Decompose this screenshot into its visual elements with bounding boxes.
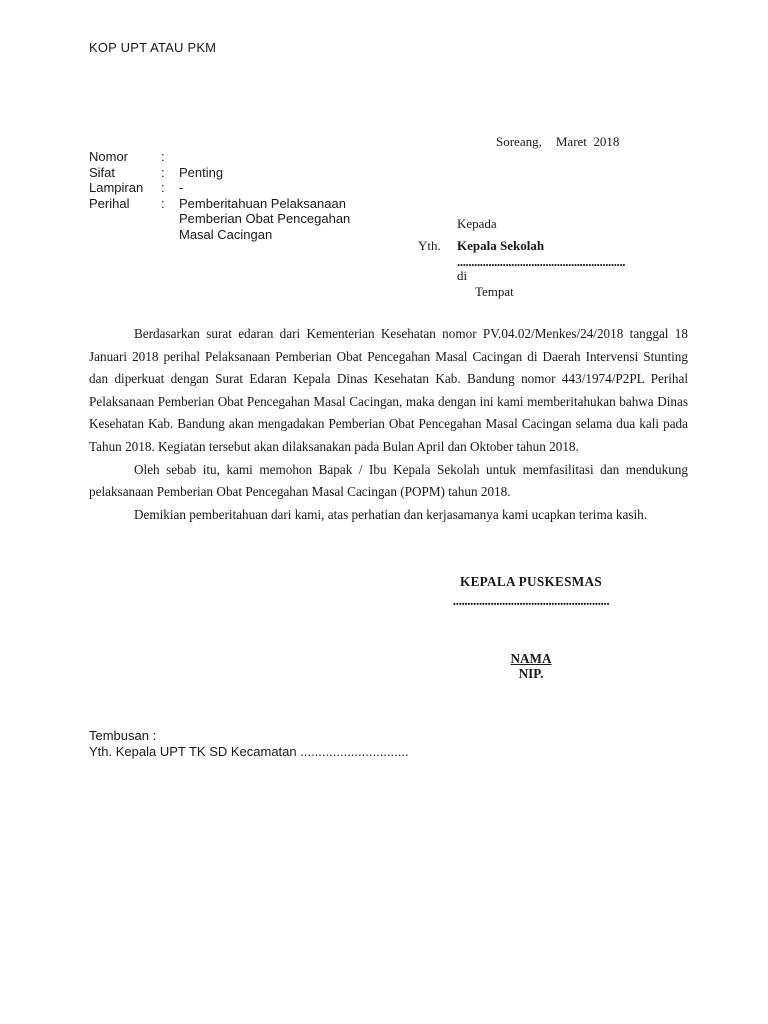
perihal-line: Pemberian Obat Pencegahan [179, 211, 351, 226]
cc-label: Tembusan : [89, 728, 157, 743]
meta-row-sifat [89, 165, 350, 181]
recipient-kepada: Kepada [457, 216, 497, 231]
month-year: Maret 2018 [555, 134, 620, 149]
signature-dots: ...................................................... [452, 593, 610, 608]
perihal-line: Pemberitahuan Pelaksanaan [179, 195, 346, 211]
meta-value-sifat: Penting [179, 164, 224, 180]
meta-row-nomor [89, 149, 350, 165]
meta-label-nomor: Nomor [89, 149, 129, 164]
letterhead: KOP UPT ATAU PKM [89, 40, 217, 55]
meta-value-perihal [179, 196, 350, 243]
place-date [496, 134, 619, 150]
body-paragraph-3: Demikian pemberitahuan dari kami, atas perhatian dan kerjasamanya kami ucapkan terima kasih. [134, 506, 648, 522]
meta-colon: : [161, 149, 165, 164]
recipient-dots: ........................................................... [457, 254, 626, 269]
meta-value-lampiran: - [179, 180, 184, 195]
signature-block [428, 574, 634, 681]
recipient-name: Kepala Sekolah [457, 238, 545, 253]
meta-label-sifat: Sifat [89, 164, 116, 180]
body-paragraph-2: Oleh sebab itu, kami memohon Bapak / Ibu Kepala Sekolah untuk memfasilitasi dan mendukung pelaksanaan Pemberian Obat Pencegahan Masal Cacingan (POPM) tahun 2018. [89, 461, 688, 500]
recipient-yth: Yth. [418, 238, 441, 253]
meta-label-lampiran: Lampiran [89, 180, 144, 195]
signature-name: NAMA [510, 651, 552, 666]
letter-meta [89, 149, 350, 242]
letter-body [89, 323, 688, 526]
meta-colon: : [161, 164, 165, 180]
meta-row-lampiran [89, 180, 350, 196]
recipient-di: di [457, 268, 468, 283]
signature-title: KEPALA PUSKESMAS [460, 574, 602, 589]
place: Soreang, [496, 134, 542, 149]
perihal-line: Masal Cacingan [179, 226, 273, 242]
cc-block [89, 728, 409, 760]
body-paragraph-1: Berdasarkan surat edaran dari Kementerian Kesehatan nomor PV.04.02/Menkes/24/2018 tanggal 18 Januari 2018 perihal Pelaksanaan Pemberian Obat Pencegahan Masal Cacingan di Daerah Intervensi Stunting dan diperkuat dengan Surat Edaran Kepala Dinas Kesehatan Kab. Bandung nomor 443/1974/P2PL Perihal Pelaksanaan Pemberian Obat Pencegahan Masal Cacingan, maka dengan ini kami memberitahukan bahwa Dinas Kesehatan Kab. Bandung akan mengadakan Pemberian Obat Pencegahan Masal Cacingan selama dua kali pada Tahun 2018. Kegiatan tersebut akan dilaksanakan pada Bulan April dan Oktober tahun 2018. [89, 326, 688, 454]
signature-nip: NIP. [518, 666, 544, 681]
cc-item: Yth. Kepala UPT TK SD Kecamatan .............................. [89, 744, 409, 759]
meta-colon: : [161, 195, 165, 211]
meta-colon: : [161, 180, 165, 195]
recipient-tempat: Tempat [475, 284, 514, 299]
meta-label-perihal: Perihal [89, 195, 130, 211]
meta-row-perihal [89, 196, 350, 243]
